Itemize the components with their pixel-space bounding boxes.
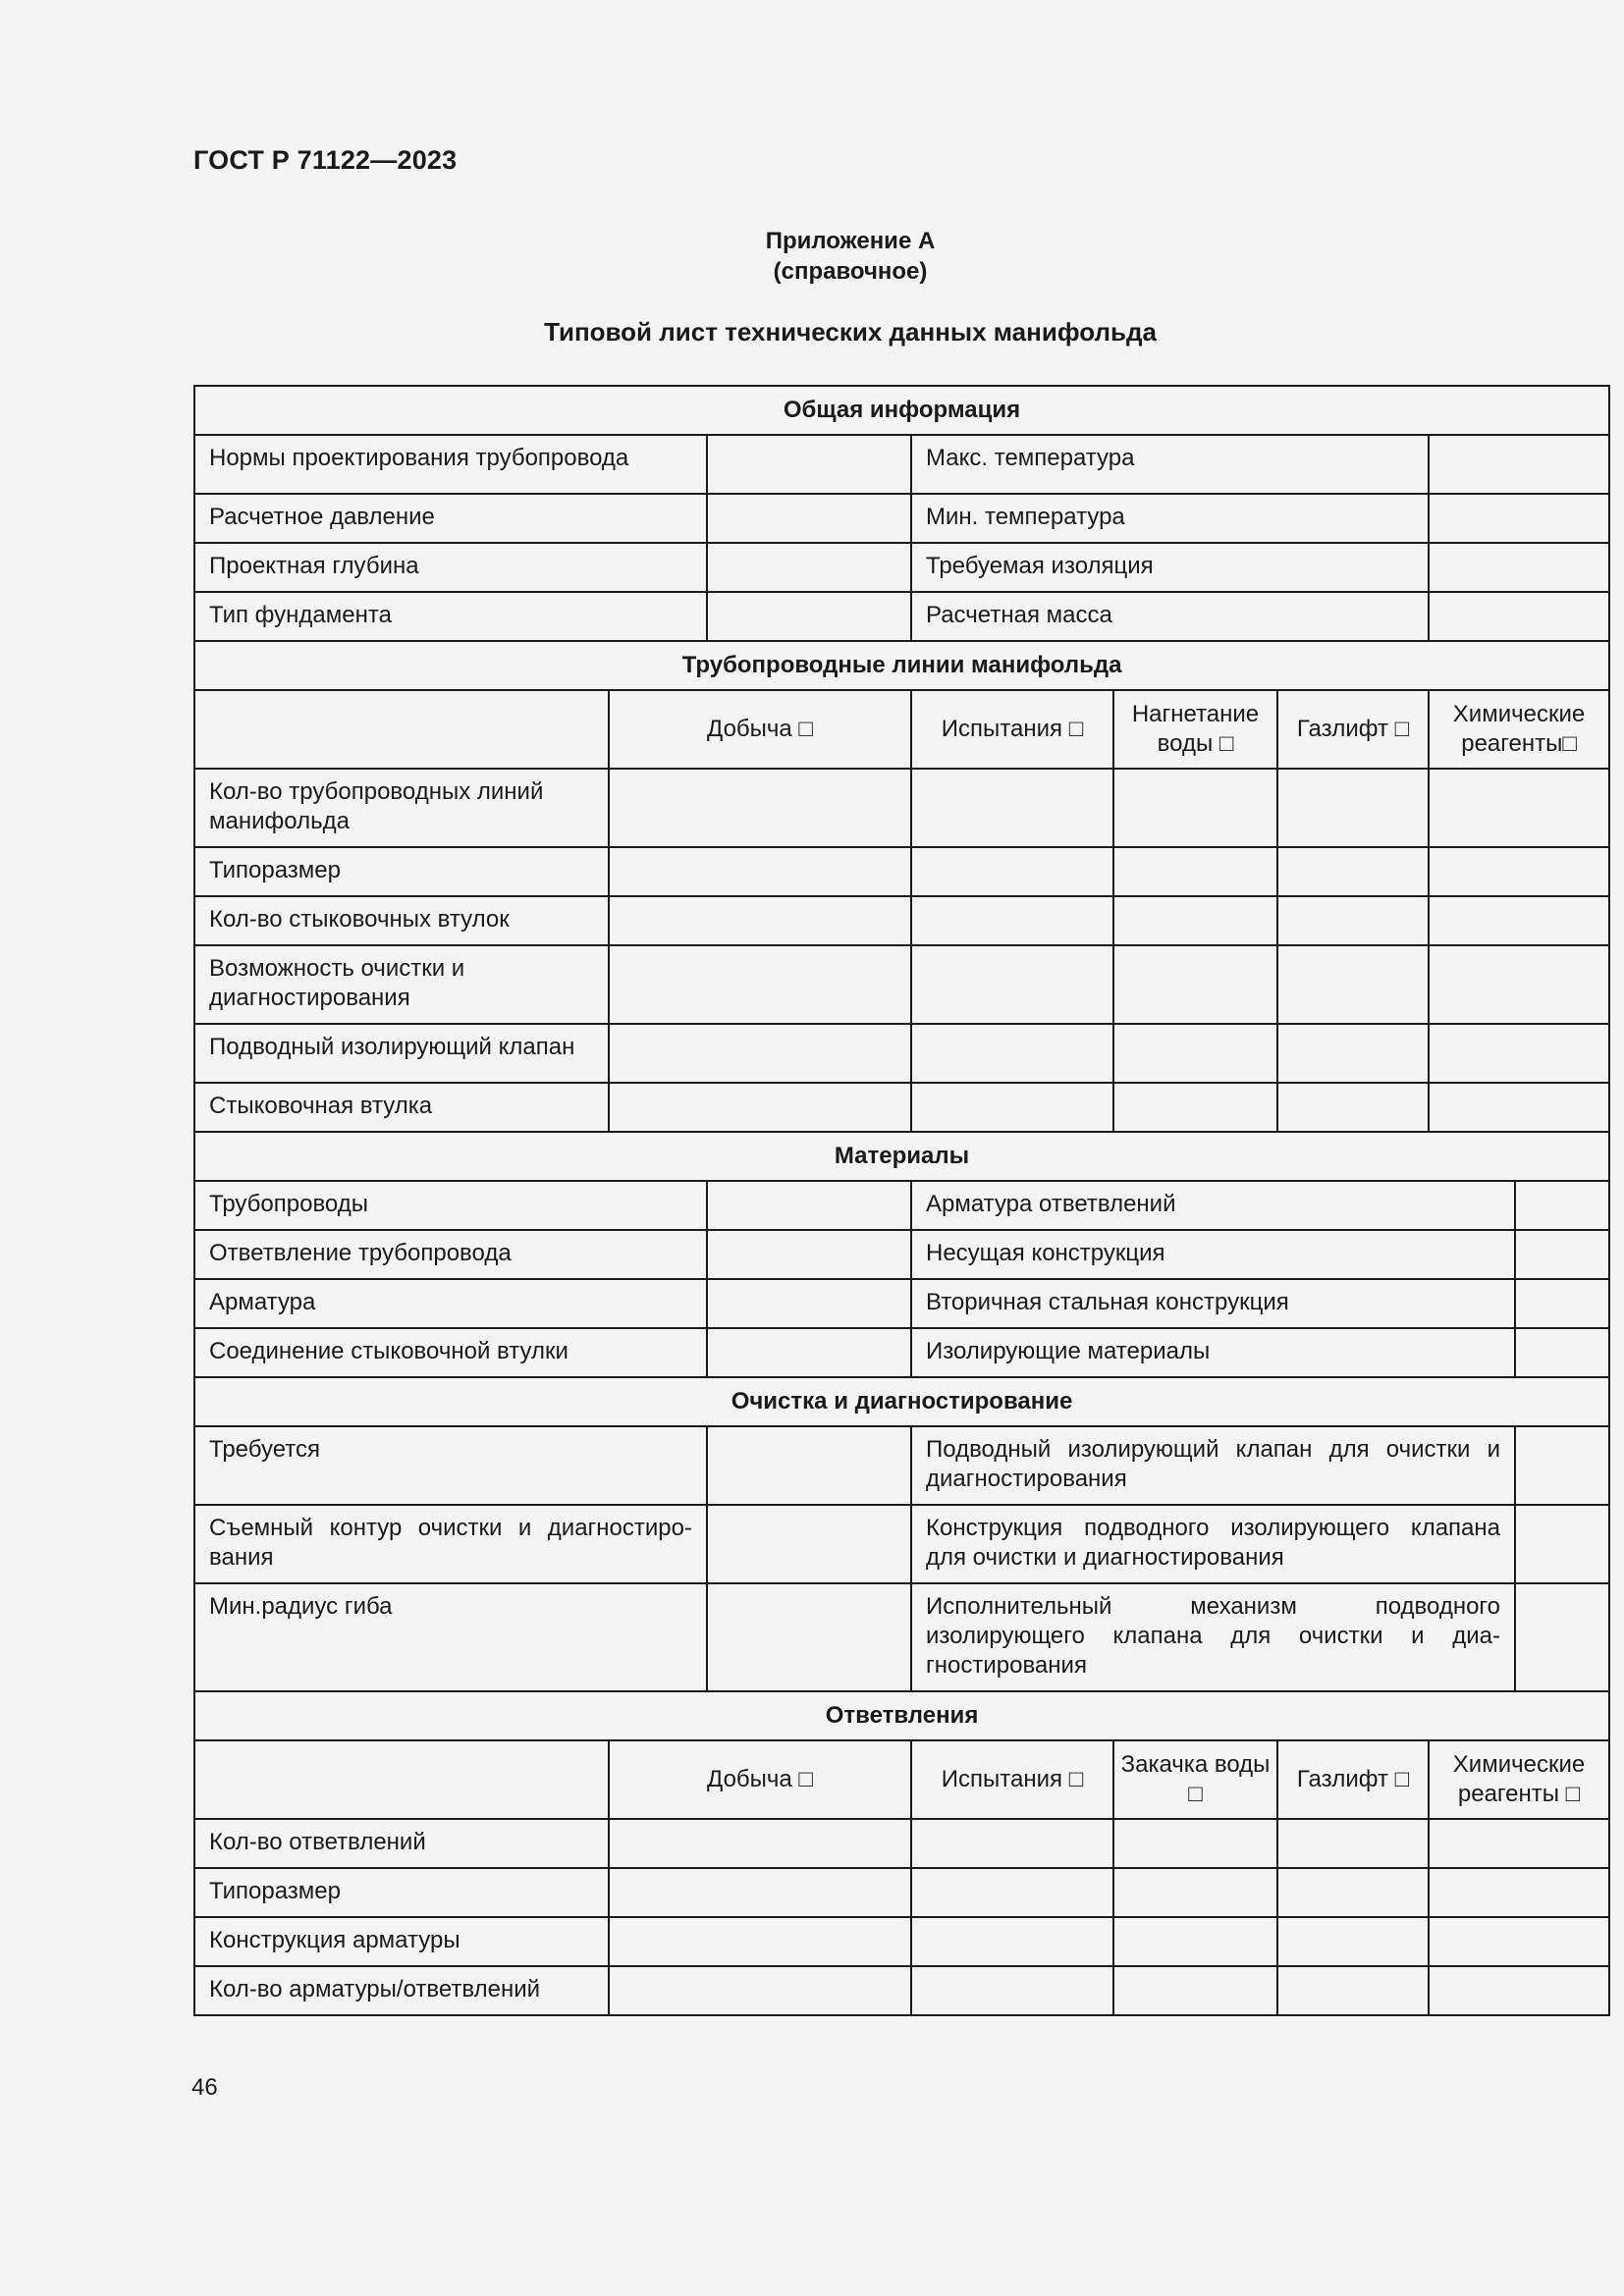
grid-cell[interactable] xyxy=(1277,945,1429,1024)
grid-cell[interactable] xyxy=(1113,1917,1277,1966)
grid-cell[interactable] xyxy=(1429,945,1609,1024)
grid-cell[interactable] xyxy=(911,1819,1113,1868)
grid-cell[interactable] xyxy=(1277,1083,1429,1132)
column-header-testing[interactable]: Испытания □ xyxy=(911,690,1113,769)
grid-cell[interactable] xyxy=(1429,896,1609,945)
column-header-production[interactable]: Добыча □ xyxy=(609,1740,911,1819)
row-label: Кол-во трубопроводных линий манифольда xyxy=(194,769,609,847)
appendix-heading xyxy=(0,226,1624,287)
value-cell[interactable] xyxy=(1515,1328,1609,1377)
grid-cell[interactable] xyxy=(1429,847,1609,896)
value-cell[interactable] xyxy=(707,1230,911,1279)
grid-cell[interactable] xyxy=(609,1966,911,2015)
appendix-label: Приложение А xyxy=(765,228,936,254)
grid-cell[interactable] xyxy=(609,1917,911,1966)
value-cell[interactable] xyxy=(1515,1583,1609,1691)
label-cell: Соединение стыковочной втулки xyxy=(194,1328,707,1377)
grid-cell[interactable] xyxy=(1429,1819,1609,1868)
value-cell[interactable] xyxy=(707,1279,911,1328)
grid-cell[interactable] xyxy=(1277,1966,1429,2015)
value-cell[interactable] xyxy=(1515,1505,1609,1583)
value-cell[interactable] xyxy=(707,1328,911,1377)
grid-cell[interactable] xyxy=(609,945,911,1024)
grid-cell[interactable] xyxy=(1429,1966,1609,2015)
grid-cell[interactable] xyxy=(1277,847,1429,896)
value-cell[interactable] xyxy=(707,1505,911,1583)
sheet-title: Типовой лист технических данных манифольда xyxy=(544,317,1157,347)
grid-cell[interactable] xyxy=(1277,1917,1429,1966)
section-manifold-lines: Трубопроводные линии манифольда xyxy=(194,641,1609,690)
grid-cell[interactable] xyxy=(1429,1024,1609,1083)
grid-cell[interactable] xyxy=(911,847,1113,896)
row-label: Возможность очистки и диагностирования xyxy=(194,945,609,1024)
page-number: 46 xyxy=(191,2074,218,2101)
grid-cell[interactable] xyxy=(1277,896,1429,945)
value-cell[interactable] xyxy=(1429,435,1609,494)
label-cell: Подводный изолирующий клапан для очистки и диагностирования xyxy=(911,1426,1515,1505)
grid-cell[interactable] xyxy=(609,896,911,945)
value-cell[interactable] xyxy=(1515,1181,1609,1230)
value-cell[interactable] xyxy=(707,435,911,494)
label-cell: Тип фундамента xyxy=(194,592,707,641)
grid-cell[interactable] xyxy=(609,1024,911,1083)
row-label: Кол-во ответвлений xyxy=(194,1819,609,1868)
column-header-blank xyxy=(194,1740,609,1819)
label-cell: Изолирующие материалы xyxy=(911,1328,1515,1377)
column-header-gas-lift[interactable]: Газлифт □ xyxy=(1277,690,1429,769)
column-header-chemical-reagents[interactable]: Химические реагенты□ xyxy=(1429,690,1609,769)
grid-cell[interactable] xyxy=(911,1966,1113,2015)
section-cleaning-diagnostics: Очистка и диагностирование xyxy=(194,1377,1609,1426)
row-label: Кол-во стыковочных втулок xyxy=(194,896,609,945)
label-cell: Исполнительный механизм подводного изолирующего клапана для очистки и диа-гностирования xyxy=(911,1583,1515,1691)
grid-cell[interactable] xyxy=(1113,1966,1277,2015)
grid-cell[interactable] xyxy=(911,945,1113,1024)
row-label: Подводный изолирующий клапан xyxy=(194,1024,609,1083)
column-header-testing[interactable]: Испытания □ xyxy=(911,1740,1113,1819)
grid-cell[interactable] xyxy=(609,847,911,896)
grid-cell[interactable] xyxy=(1277,1819,1429,1868)
grid-cell[interactable] xyxy=(609,1868,911,1917)
label-cell: Съемный контур очистки и диагностиро-вания xyxy=(194,1505,707,1583)
grid-cell[interactable] xyxy=(1277,1868,1429,1917)
label-cell: Мин. температура xyxy=(911,494,1429,543)
grid-cell[interactable] xyxy=(609,769,911,847)
label-cell: Вторичная стальная конструкция xyxy=(911,1279,1515,1328)
value-cell[interactable] xyxy=(1515,1426,1609,1505)
appendix-type: (справочное) xyxy=(773,258,928,285)
grid-cell[interactable] xyxy=(1113,1868,1277,1917)
grid-cell[interactable] xyxy=(1113,1819,1277,1868)
value-cell[interactable] xyxy=(1515,1230,1609,1279)
label-cell: Ответвление трубопровода xyxy=(194,1230,707,1279)
label-cell: Мин.радиус гиба xyxy=(194,1583,707,1691)
grid-cell[interactable] xyxy=(1113,1024,1277,1083)
value-cell[interactable] xyxy=(707,1583,911,1691)
column-header-chemical-reagents[interactable]: Химические реагенты □ xyxy=(1429,1740,1609,1819)
label-cell: Трубопроводы xyxy=(194,1181,707,1230)
value-cell[interactable] xyxy=(1429,494,1609,543)
column-header-water-injection[interactable]: Нагнетание воды □ xyxy=(1113,690,1277,769)
manifold-data-sheet-table xyxy=(193,385,1610,2016)
section-general-information: Общая информация xyxy=(194,386,1609,435)
document-code: ГОСТ Р 71122—2023 xyxy=(193,145,458,175)
label-cell: Требуемая изоляция xyxy=(911,543,1429,592)
grid-cell[interactable] xyxy=(911,1917,1113,1966)
value-cell[interactable] xyxy=(707,592,911,641)
label-cell: Расчетная масса xyxy=(911,592,1429,641)
value-cell[interactable] xyxy=(707,1426,911,1505)
row-label: Стыковочная втулка xyxy=(194,1083,609,1132)
row-label: Типоразмер xyxy=(194,847,609,896)
grid-cell[interactable] xyxy=(911,769,1113,847)
grid-cell[interactable] xyxy=(911,896,1113,945)
label-cell: Макс. температура xyxy=(911,435,1429,494)
grid-cell[interactable] xyxy=(1113,896,1277,945)
row-label: Кол-во арматуры/ответвлений xyxy=(194,1966,609,2015)
grid-cell[interactable] xyxy=(1113,847,1277,896)
value-cell[interactable] xyxy=(707,543,911,592)
column-header-water-injection[interactable]: Закачка воды □ xyxy=(1113,1740,1277,1819)
label-cell: Проектная глубина xyxy=(194,543,707,592)
grid-cell[interactable] xyxy=(911,1083,1113,1132)
grid-cell[interactable] xyxy=(1429,769,1609,847)
label-cell: Арматура xyxy=(194,1279,707,1328)
grid-cell[interactable] xyxy=(911,1868,1113,1917)
section-branches: Ответвления xyxy=(194,1691,1609,1740)
column-header-production[interactable]: Добыча □ xyxy=(609,690,911,769)
value-cell[interactable] xyxy=(1429,543,1609,592)
value-cell[interactable] xyxy=(1429,592,1609,641)
grid-cell[interactable] xyxy=(1429,1868,1609,1917)
grid-cell[interactable] xyxy=(1277,769,1429,847)
grid-cell[interactable] xyxy=(609,1819,911,1868)
row-label: Типоразмер xyxy=(194,1868,609,1917)
row-label: Конструкция арматуры xyxy=(194,1917,609,1966)
column-header-gas-lift[interactable]: Газлифт □ xyxy=(1277,1740,1429,1819)
grid-cell[interactable] xyxy=(1277,1024,1429,1083)
label-cell: Арматура ответвлений xyxy=(911,1181,1515,1230)
label-cell: Нормы проектирования трубопровода xyxy=(194,435,707,494)
label-cell: Несущая конструкция xyxy=(911,1230,1515,1279)
grid-cell[interactable] xyxy=(1429,1083,1609,1132)
grid-cell[interactable] xyxy=(609,1083,911,1132)
grid-cell[interactable] xyxy=(911,1024,1113,1083)
grid-cell[interactable] xyxy=(1429,1917,1609,1966)
column-header-blank xyxy=(194,690,609,769)
label-cell: Конструкция подводного изолирующего клапана для очистки и диагностирования xyxy=(911,1505,1515,1583)
label-cell: Расчетное давление xyxy=(194,494,707,543)
grid-cell[interactable] xyxy=(1113,1083,1277,1132)
grid-cell[interactable] xyxy=(1113,769,1277,847)
value-cell[interactable] xyxy=(707,494,911,543)
grid-cell[interactable] xyxy=(1113,945,1277,1024)
value-cell[interactable] xyxy=(1515,1279,1609,1328)
section-materials: Материалы xyxy=(194,1132,1609,1181)
value-cell[interactable] xyxy=(707,1181,911,1230)
label-cell: Требуется xyxy=(194,1426,707,1505)
